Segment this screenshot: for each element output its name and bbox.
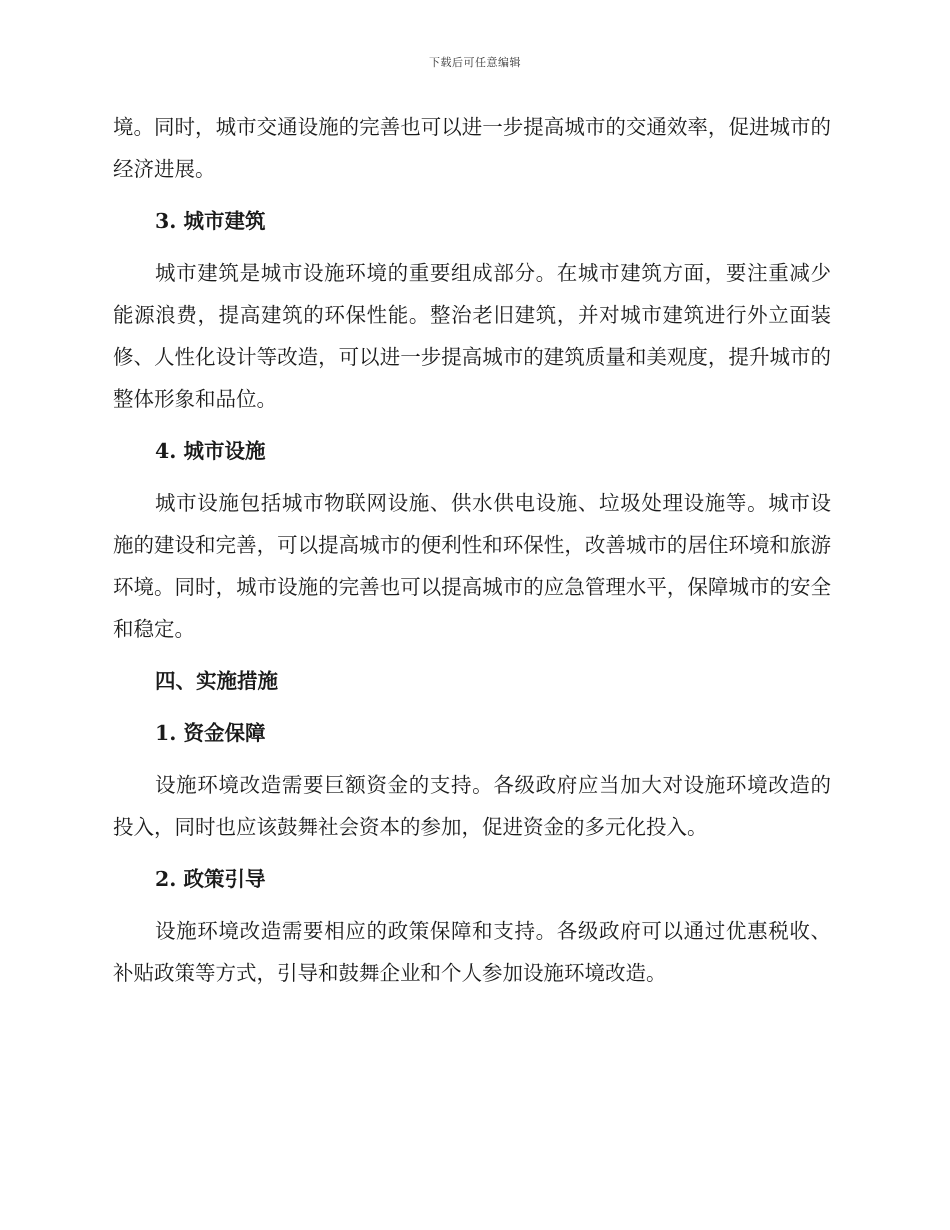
section-heading-funding: 1. 资金保障 [155,721,266,745]
document-body [113,106,831,1004]
section-heading-city-buildings: 3. 城市建筑 [155,209,266,233]
section-heading-policy: 2. 政策引导 [155,867,266,891]
page-header: 下载后可任意编辑 [429,56,521,69]
section-heading-city-facilities: 4. 城市设施 [155,439,266,463]
paragraph-policy: 设施环境改造需要相应的政策保障和支持。各级政府可以通过优惠税收、补贴政策等方式，引导和鼓舞企业和个人参加设施环境改造。 [113,919,831,985]
paragraph-continued: 境。同时，城市交通设施的完善也可以进一步提高城市的交通效率，促进城市的经济进展。 [113,115,831,181]
paragraph-funding: 设施环境改造需要巨额资金的支持。各级政府应当加大对设施环境改造的投入，同时也应该鼓舞社会资本的参加，促进资金的多元化投入。 [113,773,831,839]
paragraph-city-buildings: 城市建筑是城市设施环境的重要组成部分。在城市建筑方面，要注重减少能源浪费，提高建筑的环保性能。整治老旧建筑，并对城市建筑进行外立面装修、人性化设计等改造，可以进一步提高城市的建筑质量和美观度，提升城市的整体形象和品位。 [113,261,831,411]
chapter-heading-implementation: 四、实施措施 [155,669,278,693]
paragraph-city-facilities: 城市设施包括城市物联网设施、供水供电设施、垃圾处理设施等。城市设施的建设和完善，可以提高城市的便利性和环保性，改善城市的居住环境和旅游环境。同时，城市设施的完善也可以提高城市的应急管理水平，保障城市的安全和稳定。 [113,491,831,641]
